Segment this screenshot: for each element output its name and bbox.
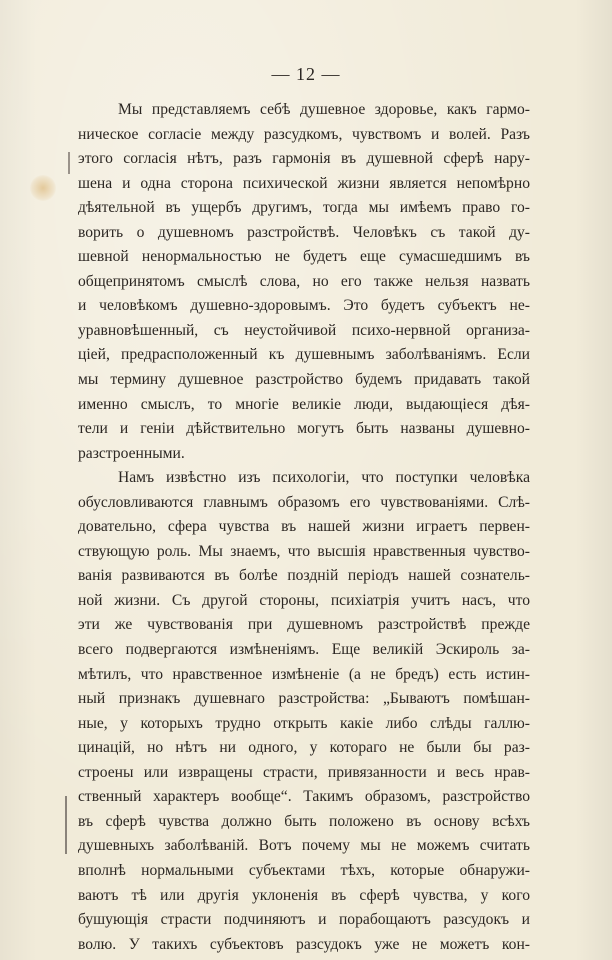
- body-text: [78, 98, 530, 957]
- text-line: Намъ извѣстно изъ психологiи, что поступки человѣка: [118, 469, 530, 487]
- margin-pencil-mark: [68, 152, 70, 174]
- text-line: и человѣкомъ душевно-здоровымъ. Это будетъ субъектъ не-: [78, 297, 530, 315]
- text-line: душевныхъ заболѣванiй. Вотъ почему мы не можемъ считать: [78, 837, 530, 855]
- text-line: цинацiй, но нѣтъ ни одного, у котораго не были бы раз-: [78, 739, 530, 757]
- text-line: ные, у которыхъ трудно открыть какiе либо слѣды галлю-: [78, 714, 530, 732]
- text-line: мы термину душевное разстройство будемъ придавать такой: [78, 371, 530, 389]
- text-line: шевной ненормальностью не будетъ еще сумасшедшимъ въ: [78, 248, 530, 266]
- text-line: ной жизни. Съ другой стороны, психiатрiя учитъ насъ, что: [78, 591, 530, 609]
- text-line: всего подвергаются измѣненiямъ. Еще великiй Эскироль за-: [78, 641, 530, 659]
- text-line: цiей, предрасположенный къ душевнымъ заболѣванiямъ. Если: [78, 346, 530, 364]
- text-line: ваютъ тѣ или другiя уклоненiя въ сферѣ чувства, у кого: [78, 886, 530, 904]
- text-line: довательно, сфера чувства въ нашей жизни играетъ первен-: [78, 518, 530, 536]
- text-line: общепринятомъ смыслѣ слова, но его также нельзя назвать: [78, 272, 530, 290]
- text-line: эти же чувствованiя при душевномъ разстройствѣ прежде: [78, 616, 530, 634]
- text-line: ственный характеръ вообще“. Такимъ образомъ, разстройство: [78, 788, 530, 806]
- text-line: вполнѣ нормальными субъектами тѣхъ, которые обнаружи-: [78, 861, 530, 879]
- text-line: бушующiя страсти подчиняютъ и порабощаютъ разсудокъ и: [78, 911, 530, 929]
- text-line: ный признакъ душевнаго разстройства: „Бываютъ помѣшан-: [78, 690, 530, 708]
- page-number: — 12 —: [271, 64, 341, 84]
- text-line: этого согласiя нѣтъ, разъ гармонiя въ душевной сферѣ нару-: [78, 150, 530, 168]
- text-line: шена и одна сторона психической жизни является непомѣрно: [78, 174, 530, 192]
- margin-pencil-mark: [65, 796, 67, 854]
- text-line: волю. У такихъ субъектовъ разсудокъ уже не можетъ кон-: [78, 935, 530, 953]
- text-line: мѣтилъ, что нравственное измѣненiе (а не бредъ) есть истин-: [78, 665, 530, 683]
- text-line: тели и генiи дѣйствительно могутъ быть названы душевно-: [78, 420, 530, 438]
- text-line: Мы представляемъ себѣ душевное здоровье, какъ гармо-: [118, 101, 530, 118]
- text-line: ванiя развиваются въ болѣе позднiй перiодъ нашей сознатель-: [78, 567, 530, 585]
- text-line: строены или извращены страсти, привязанности и весь нрав-: [78, 763, 530, 781]
- text-line: обусловливаются главнымъ образомъ его чувствованiями. Слѣ-: [78, 493, 530, 511]
- text-line: въ сферѣ чувства должно быть положено въ основу всѣхъ: [78, 812, 530, 830]
- text-line: дѣятельной въ ущербъ другимъ, тогда мы имѣемъ право го-: [78, 199, 530, 217]
- text-line: ворить о душевномъ разстройствѣ. Человѣкъ съ такой ду-: [78, 223, 530, 241]
- text-line: разстроенными.: [78, 444, 185, 462]
- text-line: уравновѣшенный, съ неустойчивой психо-нервной организа-: [78, 321, 530, 339]
- paper-stain: [30, 175, 56, 201]
- text-line: ническое согласiе между разсудкомъ, чувствомъ и волей. Разъ: [78, 125, 530, 143]
- text-line: именно смыслъ, то многiе великiе люди, выдающiеся дѣя-: [78, 395, 530, 413]
- text-line: ствующую роль. Мы знаемъ, что высшiя нравственныя чувство-: [78, 542, 530, 560]
